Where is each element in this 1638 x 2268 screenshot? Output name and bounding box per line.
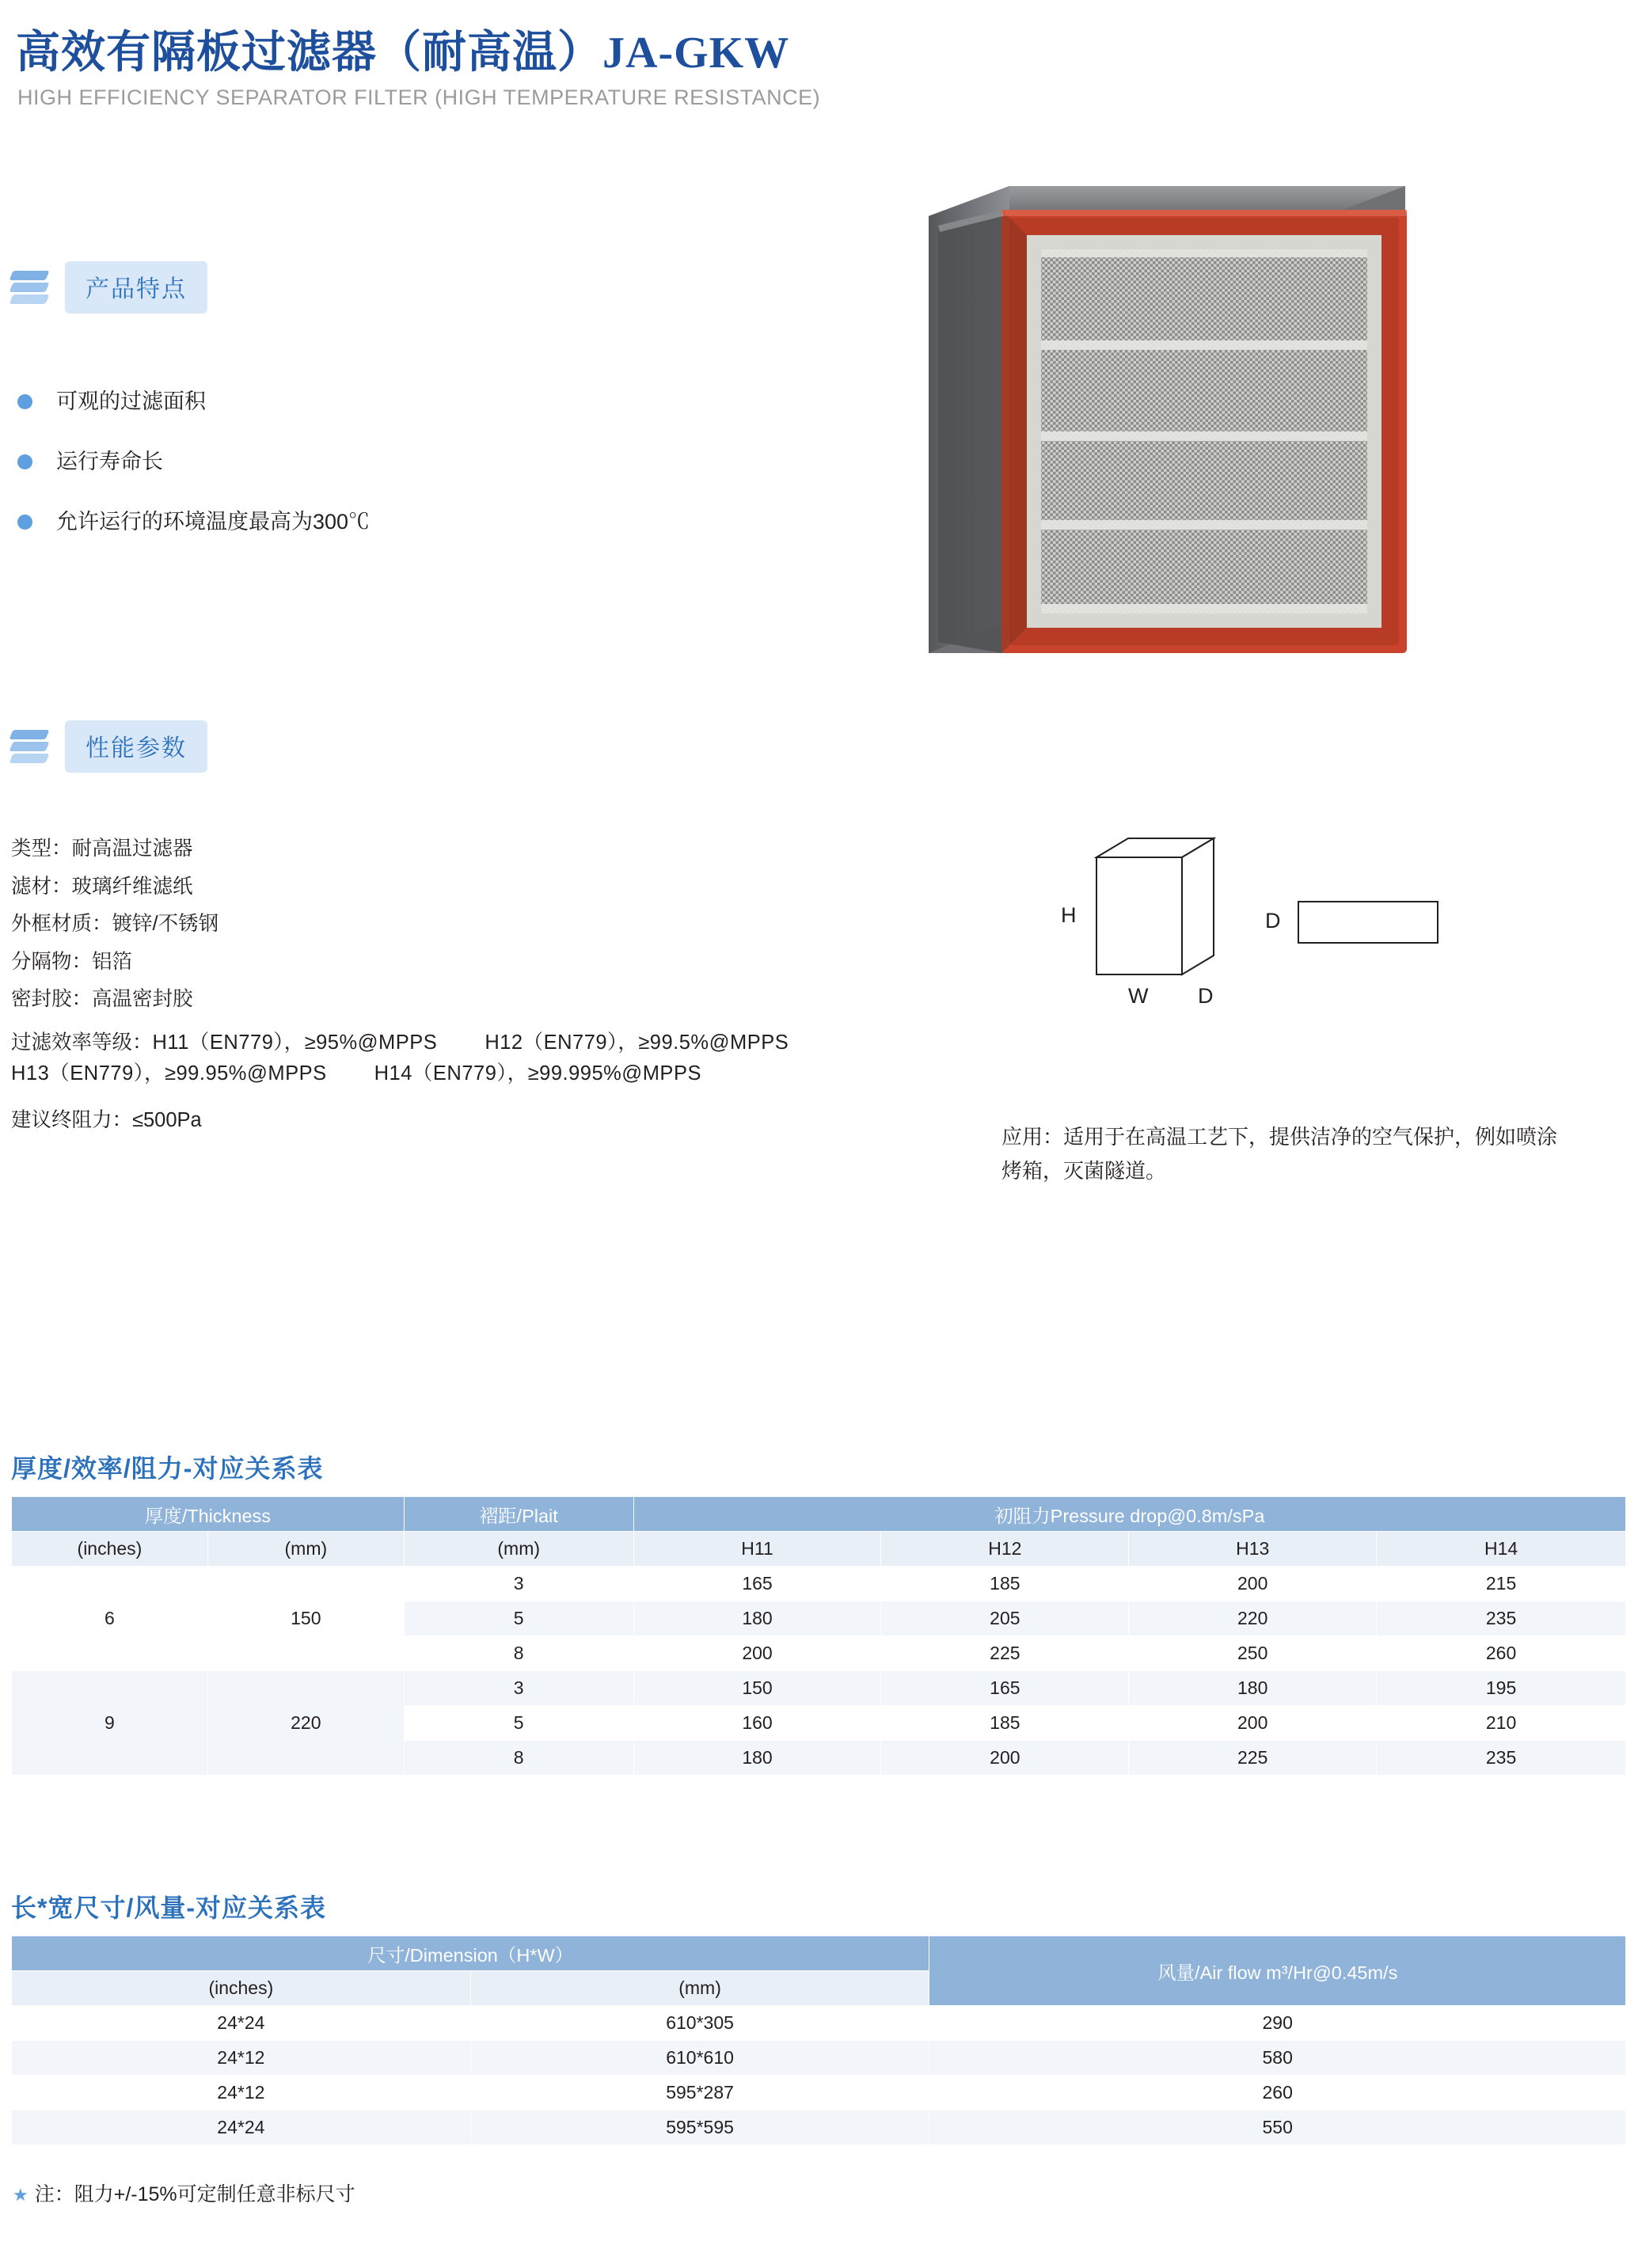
dimension-airflow-table: [11, 1936, 1626, 2145]
cell-h14: 235: [1377, 1601, 1626, 1636]
table2-note: [13, 2179, 355, 2207]
spec-efficiency: [11, 1028, 882, 1090]
list-item: [17, 508, 730, 536]
cell-h12: 205: [881, 1601, 1129, 1636]
cell-h13: 180: [1129, 1671, 1377, 1706]
spec-efficiency-h13: H13（EN779），≥99.95%@MPPS: [11, 1062, 327, 1085]
page-title: 高效有隔板过滤器（耐高温）JA-GKW: [16, 28, 790, 78]
cell-h12: 200: [881, 1741, 1129, 1776]
cell-h14: 235: [1377, 1741, 1626, 1776]
table-row: [12, 2110, 1626, 2145]
dimension-label-w: W: [1128, 984, 1149, 1008]
bullet-icon: [17, 394, 32, 409]
cell-dimension-inches: 24*24: [12, 2110, 471, 2145]
cell-dimension-inches: 24*24: [12, 2006, 471, 2041]
star-icon: ★: [13, 2185, 29, 2205]
th-thickness-mm: (mm): [207, 1532, 404, 1567]
cell-plait: 8: [404, 1636, 633, 1671]
cell-h14: 260: [1377, 1636, 1626, 1671]
feature-list: [17, 388, 730, 568]
table-header-row: [12, 1936, 1626, 1971]
table-subheader-row: [12, 1532, 1626, 1567]
spec-efficiency-h12: H12（EN779），≥99.5%@MPPS: [485, 1031, 789, 1054]
table-row: [12, 1567, 1626, 1601]
spec-efficiency-label: 过滤效率等级：: [11, 1031, 153, 1054]
cell-airflow: 550: [929, 2110, 1626, 2145]
th-thickness-inches: (inches): [12, 1532, 208, 1567]
layers-icon: [11, 728, 48, 765]
cell-h13: 220: [1129, 1601, 1377, 1636]
table1-title: 厚度/效率/阻力-对应关系表: [11, 1454, 324, 1483]
list-item: [17, 448, 730, 476]
cell-airflow: 290: [929, 2006, 1626, 2041]
spec-final-resistance: 建议终阻力：≤500Pa: [11, 1108, 202, 1131]
thickness-efficiency-table: [11, 1496, 1626, 1776]
cell-h12: 185: [881, 1706, 1129, 1741]
layers-icon: [11, 269, 48, 306]
dimension-label-d2: D: [1265, 909, 1281, 933]
cell-h11: 200: [633, 1636, 881, 1671]
spec-efficiency-h11: H11（EN779），≥95%@MPPS: [152, 1031, 438, 1054]
cell-thickness-mm: 150: [207, 1567, 404, 1671]
page-subtitle: HIGH EFFICIENCY SEPARATOR FILTER (HIGH TEMPERATURE RESISTANCE): [17, 85, 821, 109]
cell-thickness-mm: 220: [207, 1671, 404, 1776]
feature-text: 可观的过滤面积: [56, 389, 206, 413]
section-features-label: 产品特点: [65, 261, 207, 313]
th-thickness: 厚度/Thickness: [12, 1497, 405, 1532]
feature-text: 允许运行的环境温度最高为300℃: [56, 510, 371, 534]
cell-h11: 165: [633, 1567, 881, 1601]
cell-plait: 3: [404, 1671, 633, 1706]
product-photo: [914, 178, 1421, 693]
cell-h12: 165: [881, 1671, 1129, 1706]
spec-media: 滤材：玻璃纤维滤纸: [11, 875, 193, 898]
dimension-label-d: D: [1198, 984, 1214, 1008]
table-row: [12, 2041, 1626, 2076]
cell-dimension-mm: 595*595: [470, 2110, 929, 2145]
section-heading-performance: [11, 720, 207, 773]
cell-h12: 185: [881, 1567, 1129, 1601]
table-header-row: [12, 1497, 1626, 1532]
spec-sealant: 密封胶：高温密封胶: [11, 988, 193, 1010]
th-dimension: 尺寸/Dimension（H*W）: [12, 1936, 929, 1971]
th-h13: H13: [1129, 1532, 1377, 1567]
cell-h13: 250: [1129, 1636, 1377, 1671]
th-plait-mm: (mm): [404, 1532, 633, 1567]
table-row: [12, 2006, 1626, 2041]
bullet-icon: [17, 515, 32, 530]
cell-dimension-mm: 610*305: [470, 2006, 929, 2041]
th-dimension-inches: (inches): [12, 1971, 471, 2006]
dimension-diagram: [1053, 835, 1568, 1025]
cell-airflow: 260: [929, 2076, 1626, 2110]
spec-separator: 分隔物：铝箔: [11, 950, 133, 973]
cell-h13: 225: [1129, 1741, 1377, 1776]
th-pressure-drop: 初阻力Pressure drop@0.8m/sPa: [633, 1497, 1625, 1532]
feature-text: 运行寿命长: [56, 450, 163, 474]
section-heading-features: [11, 261, 207, 313]
spec-frame: 外框材质：镀锌/不锈钢: [11, 913, 219, 935]
table2-title: 长*宽尺寸/风量-对应关系表: [11, 1894, 327, 1922]
cell-h11: 180: [633, 1741, 881, 1776]
cell-airflow: 580: [929, 2041, 1626, 2076]
list-item: [17, 388, 730, 416]
cell-h13: 200: [1129, 1567, 1377, 1601]
table2-note-text: 注：阻力+/-15%可定制任意非标尺寸: [34, 2183, 355, 2205]
th-plait: 褶距/Plait: [404, 1497, 633, 1532]
table-row: [12, 1671, 1626, 1706]
th-h12: H12: [881, 1532, 1129, 1567]
cell-plait: 5: [404, 1601, 633, 1636]
cell-h13: 200: [1129, 1706, 1377, 1741]
cell-dimension-inches: 24*12: [12, 2076, 471, 2110]
cell-h11: 180: [633, 1601, 881, 1636]
cell-h11: 150: [633, 1671, 881, 1706]
bullet-icon: [17, 454, 32, 469]
cell-h14: 195: [1377, 1671, 1626, 1706]
cell-plait: 3: [404, 1567, 633, 1601]
cell-plait: 5: [404, 1706, 633, 1741]
application-text: 应用：适用于在高温工艺下，提供洁净的空气保护，例如喷涂烤箱，灭菌隧道。: [1001, 1125, 1558, 1183]
cell-dimension-mm: 595*287: [470, 2076, 929, 2110]
th-h14: H14: [1377, 1532, 1626, 1567]
th-dimension-mm: (mm): [470, 1971, 929, 2006]
th-airflow: 风量/Air flow m³/Hr@0.45m/s: [929, 1936, 1626, 2006]
table-row: [12, 2076, 1626, 2110]
spec-list: [11, 839, 882, 1148]
th-h11: H11: [633, 1532, 881, 1567]
cell-thickness-inches: 9: [12, 1671, 208, 1776]
dimension-label-h: H: [1061, 903, 1077, 927]
cell-h11: 160: [633, 1706, 881, 1741]
cell-dimension-mm: 610*610: [470, 2041, 929, 2076]
spec-type: 类型：耐高温过滤器: [11, 838, 193, 860]
cell-h14: 210: [1377, 1706, 1626, 1741]
cell-dimension-inches: 24*12: [12, 2041, 471, 2076]
cell-h14: 215: [1377, 1567, 1626, 1601]
cell-h12: 225: [881, 1636, 1129, 1671]
cell-plait: 8: [404, 1741, 633, 1776]
section-performance-label: 性能参数: [65, 720, 207, 773]
cell-thickness-inches: 6: [12, 1567, 208, 1671]
spec-efficiency-h14: H14（EN779），≥99.995%@MPPS: [374, 1062, 701, 1085]
